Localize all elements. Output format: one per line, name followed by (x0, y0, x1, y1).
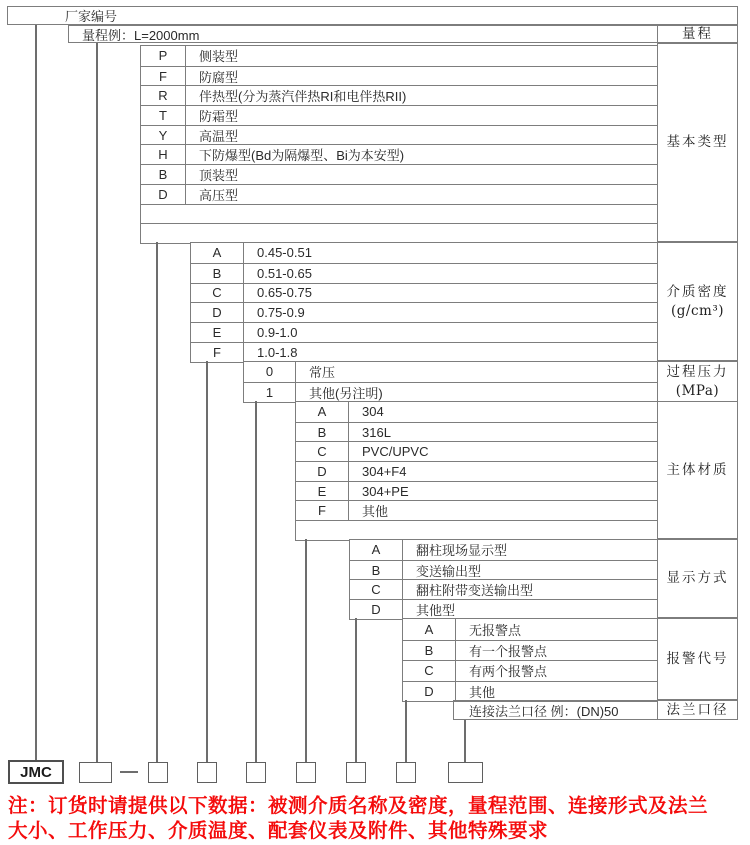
row-desc: 下防爆型(Bd为隔爆型、Bi为本安型) (199, 148, 405, 164)
row-desc: 高压型 (199, 187, 239, 203)
connector-line-alarm (405, 700, 407, 762)
row-code: D (350, 600, 403, 619)
row-code: 0 (244, 362, 296, 382)
row-desc: 防霜型 (199, 108, 239, 124)
table-row (141, 105, 657, 125)
row-desc: 常压 (309, 365, 336, 381)
table-row (191, 302, 657, 322)
table-row (296, 441, 657, 461)
group-label-alarm: 报警代号 (657, 618, 738, 700)
row-desc: 其他 (469, 684, 496, 700)
flange-row (453, 700, 658, 720)
row-desc: 高温型 (199, 128, 239, 144)
code-box-alarm (396, 762, 416, 783)
row-code: 1 (244, 383, 296, 402)
row-desc: 无报警点 (469, 622, 522, 638)
empty-row (296, 520, 657, 540)
row-code: D (191, 303, 244, 322)
table-row (191, 283, 657, 303)
row-desc: 翻柱现场显示型 (416, 543, 508, 559)
row-desc: 0.65-0.75 (257, 285, 312, 301)
row-code: T (141, 106, 186, 125)
table-row (403, 681, 657, 702)
table-row (296, 422, 657, 442)
group-label-flange: 法兰口径 (657, 700, 738, 720)
row-code: F (296, 501, 349, 520)
table-row (350, 540, 657, 560)
table-row (141, 66, 657, 86)
connector-line-density (206, 361, 208, 762)
group-label-density: 介质密度 (g/cm³) (657, 242, 738, 361)
row-desc: 其他 (362, 504, 389, 520)
manufacturer-code-label: 厂家编号 (65, 9, 118, 24)
range-example-row (68, 25, 658, 43)
row-code: E (296, 482, 349, 501)
display-mode-block (349, 539, 658, 620)
table-row (350, 579, 657, 599)
row-desc: 304 (362, 404, 384, 420)
row-code: A (403, 619, 456, 640)
table-row (141, 184, 657, 204)
group-label-range: 量程 (657, 25, 738, 43)
table-row (296, 500, 657, 520)
row-desc: 伴热型(分为蒸汽伴热RI和电伴热RII) (199, 89, 407, 105)
connector-line-flange (464, 720, 466, 762)
code-box-flange (448, 762, 483, 783)
table-row (191, 342, 657, 362)
dash-separator (120, 771, 138, 773)
group-label-material: 主体材质 (657, 401, 738, 539)
code-box-range (79, 762, 112, 783)
row-code: C (296, 442, 349, 461)
group-label-basic-type: 基本类型 (657, 43, 738, 242)
row-code: F (191, 343, 244, 362)
table-row (403, 640, 657, 661)
row-desc: 其他(另注明) (309, 385, 383, 401)
table-row (244, 362, 657, 382)
row-desc: 304+F4 (362, 463, 407, 479)
row-code: C (350, 580, 403, 599)
table-row (141, 125, 657, 145)
basic-type-block (140, 45, 658, 244)
connector-line-material (305, 539, 307, 762)
order-note (8, 794, 746, 843)
table-row (296, 481, 657, 501)
material-block (295, 401, 658, 541)
row-code: B (191, 264, 244, 283)
row-desc: 有两个报警点 (469, 664, 548, 680)
code-box-pressure (246, 762, 266, 783)
connector-line-display-mode (355, 618, 357, 762)
connector-line-manufacturer (35, 25, 37, 762)
table-row (141, 85, 657, 105)
row-desc: 翻柱附带变送输出型 (416, 583, 534, 599)
table-row (296, 461, 657, 481)
model-prefix-box: JMC (8, 760, 64, 784)
manufacturer-code-row (7, 6, 738, 25)
table-row (403, 619, 657, 640)
row-code: A (350, 540, 403, 560)
row-code: C (403, 661, 456, 681)
row-desc: 变送输出型 (416, 563, 482, 579)
density-block (190, 242, 658, 363)
row-code: D (141, 185, 186, 204)
table-row (191, 263, 657, 283)
row-desc: 顶装型 (199, 167, 239, 183)
empty-row (141, 204, 657, 224)
row-desc: 0.9-1.0 (257, 325, 298, 341)
connector-line-pressure (255, 401, 257, 762)
table-row (244, 382, 657, 402)
row-desc: 304+PE (362, 483, 409, 499)
row-code: C (191, 284, 244, 303)
range-example-text: 量程例：L=2000mm (82, 27, 200, 43)
row-code: A (191, 243, 244, 263)
row-code: F (141, 67, 186, 86)
row-code: D (403, 682, 456, 702)
row-code: B (141, 165, 186, 184)
table-row (141, 46, 657, 66)
row-desc: 防腐型 (199, 69, 239, 85)
order-note-line1: 注：订货时请提供以下数据：被测介质名称及密度，量程范围、连接形式及法兰 (8, 795, 709, 817)
table-row (141, 164, 657, 184)
row-code: B (403, 641, 456, 661)
row-desc: 0.75-0.9 (257, 305, 305, 321)
row-desc: 侧装型 (199, 49, 239, 65)
pressure-block (243, 361, 658, 403)
group-label-display-mode: 显示方式 (657, 539, 738, 618)
connector-line-basic-type (156, 242, 158, 762)
group-label-pressure: 过程压力 (MPa) (657, 361, 738, 402)
row-code: D (296, 462, 349, 481)
row-code: P (141, 46, 186, 66)
row-code: B (296, 423, 349, 442)
row-code: B (350, 561, 403, 580)
alarm-block (402, 618, 658, 702)
table-row (191, 322, 657, 342)
row-desc: 0.45-0.51 (257, 245, 312, 261)
row-desc: 0.51-0.65 (257, 265, 312, 281)
row-code: E (191, 323, 244, 342)
row-desc: 有一个报警点 (469, 643, 548, 659)
empty-row (141, 223, 657, 243)
row-code: Y (141, 126, 186, 145)
table-row (350, 560, 657, 580)
table-row (296, 402, 657, 422)
code-box-density (197, 762, 217, 783)
table-row (191, 243, 657, 263)
code-box-display-mode (346, 762, 366, 783)
code-box-basic-type (148, 762, 168, 783)
row-code: R (141, 86, 186, 105)
row-desc: 其他型 (416, 602, 456, 618)
connector-line-range (96, 43, 98, 762)
code-box-material (296, 762, 316, 783)
flange-text: 连接法兰口径 例：(DN)50 (469, 703, 619, 719)
order-note-line2: 大小、工作压力、介质温度、配套仪表及附件、其他特殊要求 (8, 819, 549, 842)
row-desc: 316L (362, 424, 391, 440)
row-code: H (141, 145, 186, 164)
row-desc: PVC/UPVC (362, 444, 429, 460)
table-row (403, 660, 657, 681)
row-desc: 1.0-1.8 (257, 344, 298, 360)
table-row (350, 599, 657, 619)
row-code: A (296, 402, 349, 422)
table-row (141, 144, 657, 164)
